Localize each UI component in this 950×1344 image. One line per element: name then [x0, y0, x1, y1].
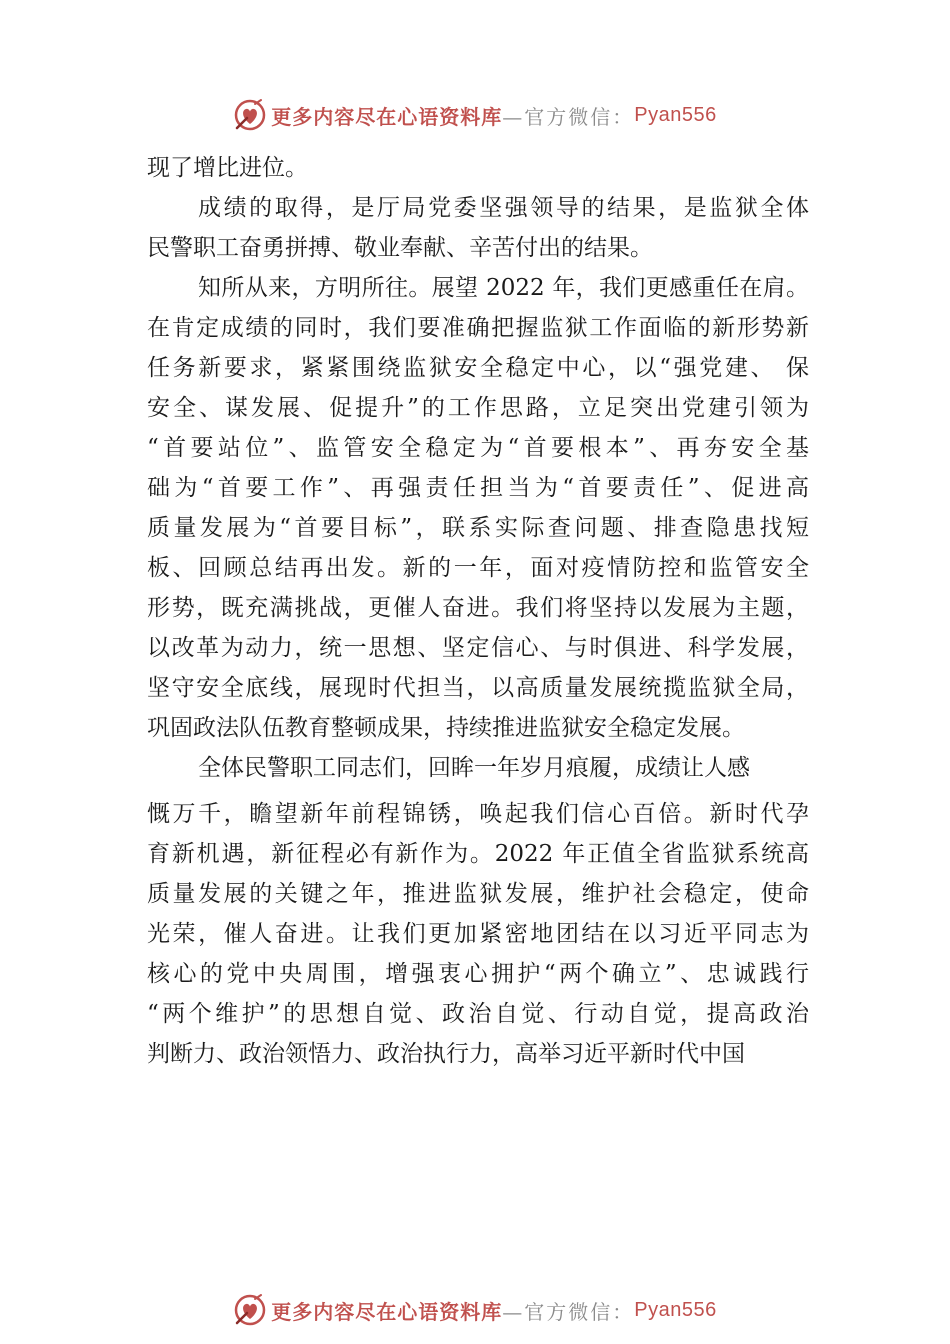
text-line: 以改革为动力，统一思想、坚定信心、与时俱进、科学发展，	[147, 635, 809, 661]
footer-watermark	[0, 1290, 950, 1330]
watermark-label: 更多内容尽在心语资料库	[271, 104, 503, 129]
watermark-separator: —官方微信：	[502, 104, 635, 129]
text-line: 础为“首要工作”、再强责任担当为“首要责任”、促进高	[147, 475, 809, 501]
text-line: 育新机遇，新征程必有新作为。2022 年正值全省监狱系统高	[147, 841, 809, 867]
header-watermark	[0, 95, 950, 135]
text-line: 核心的党中央周围，增强衷心拥护“两个确立”、忠诚践行	[147, 961, 809, 987]
text-line: 任务新要求，紧紧围绕监狱安全稳定中心，以“强党建、 保	[147, 355, 809, 381]
pen-nib-heart-logo-icon	[233, 1293, 267, 1327]
text-line: 在肯定成绩的同时，我们要准确把握监狱工作面临的新形势新	[147, 315, 809, 341]
text-line: 光荣，催人奋进。让我们更加紧密地团结在以习近平同志为	[147, 921, 809, 947]
paragraph-start: 成绩的取得，是厅局党委坚强领导的结果，是监狱全体	[198, 195, 809, 221]
watermark-wechat-id: Pyan556	[634, 1298, 717, 1321]
text-line: 质量发展为“首要目标”，联系实际查问题、排查隐患找短	[147, 515, 809, 541]
text-line: 民警职工奋勇拼搏、敬业奉献、辛苦付出的结果。	[147, 235, 653, 261]
watermark-wechat-id: Pyan556	[634, 103, 717, 126]
text-line: 质量发展的关键之年，推进监狱发展，维护社会稳定，使命	[147, 881, 809, 907]
text-line: 形势，既充满挑战，更催人奋进。我们将坚持以发展为主题，	[147, 595, 809, 621]
text-line: 安全、谋发展、促提升”的工作思路，立足突出党建引领为	[147, 395, 809, 421]
watermark-separator: —官方微信：	[502, 1299, 635, 1324]
text-line: 巩固政法队伍教育整顿成果，持续推进监狱安全稳定发展。	[147, 715, 745, 741]
text-line: 现了增比进位。	[147, 155, 308, 181]
text-line: “首要站位”、监管安全稳定为“首要根本”、再夯安全基	[147, 435, 809, 461]
watermark-label: 更多内容尽在心语资料库	[271, 1299, 503, 1324]
paragraph-start: 全体民警职工同志们，回眸一年岁月痕履，成绩让人感	[198, 755, 750, 781]
text-line: “两个维护”的思想自觉、政治自觉、行动自觉，提高政治	[147, 1001, 809, 1027]
text-line: 板、回顾总结再出发。新的一年，面对疫情防控和监管安全	[147, 555, 809, 581]
text-line: 慨万千，瞻望新年前程锦锈，唤起我们信心百倍。新时代孕	[147, 801, 809, 827]
document-body	[147, 148, 809, 1074]
pen-nib-heart-logo-icon	[233, 98, 267, 132]
text-line: 判断力、政治领悟力、政治执行力，高举习近平新时代中国	[147, 1041, 745, 1067]
paragraph-start: 知所从来，方明所往。展望 2022 年，我们更感重任在肩。	[198, 275, 809, 301]
text-line: 坚守安全底线，展现时代担当，以高质量发展统揽监狱全局，	[147, 675, 809, 701]
